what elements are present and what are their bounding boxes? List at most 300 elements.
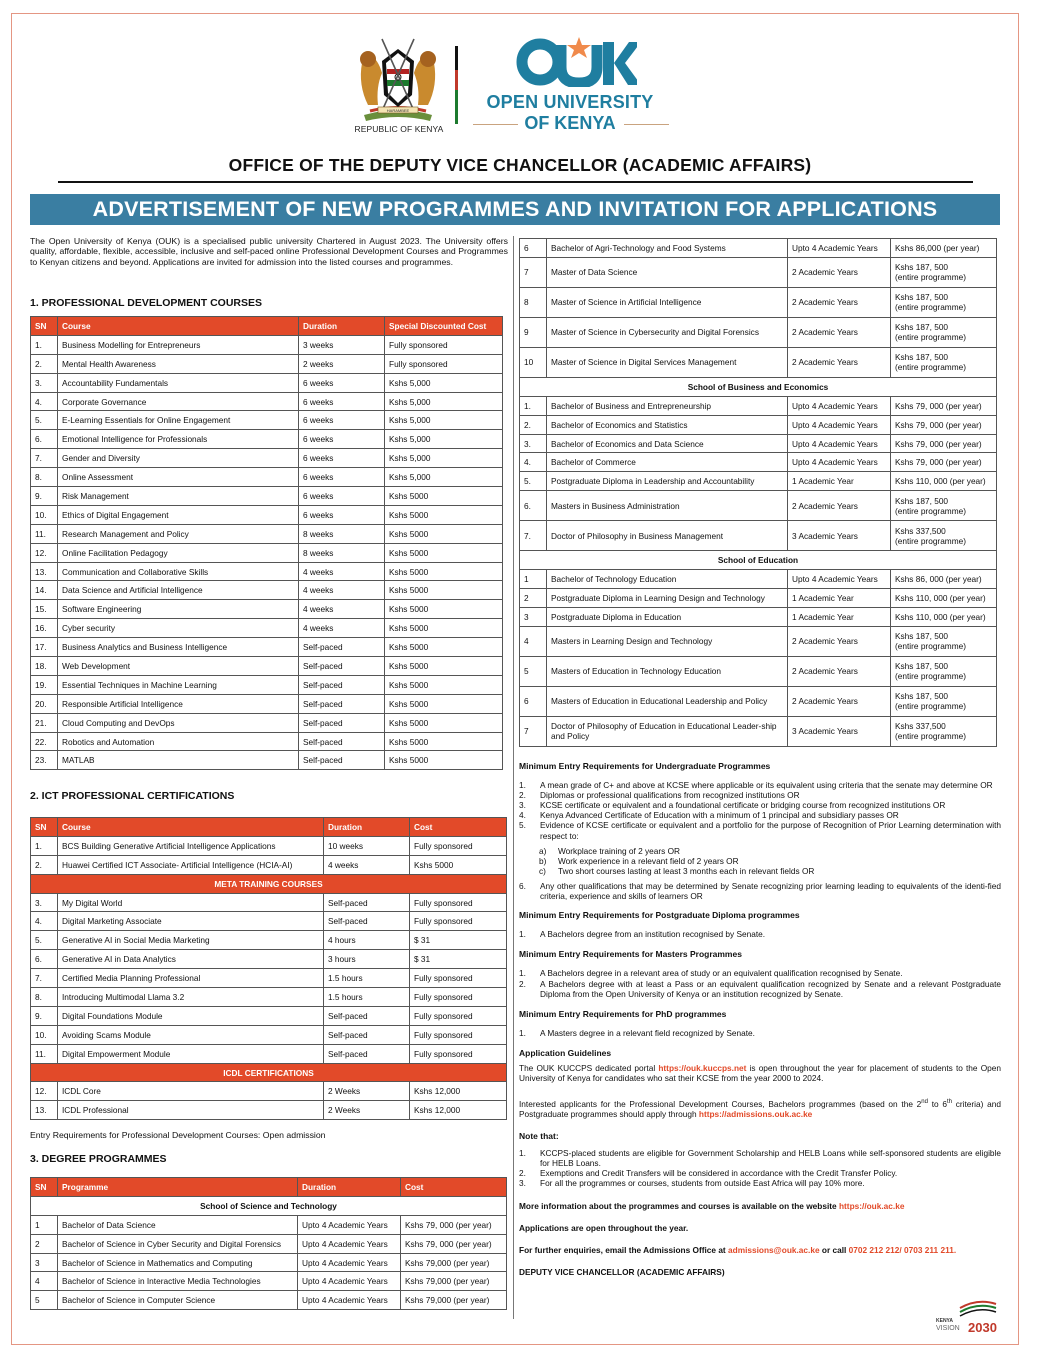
sn-cell: 10.: [31, 1025, 58, 1044]
name-cell: Cyber security: [58, 619, 299, 638]
duration-cell: Self-paced: [299, 638, 385, 657]
sn-cell: 7: [520, 257, 547, 287]
sub-text: Workplace training of 2 years OR: [558, 845, 681, 856]
signoff: DEPUTY VICE CHANCELLOR (ACADEMIC AFFAIRS): [519, 1266, 725, 1277]
name-cell: Digital Foundations Module: [58, 1006, 324, 1025]
sn-cell: 19.: [31, 675, 58, 694]
table-row: [520, 472, 997, 491]
sn-cell: 21.: [31, 713, 58, 732]
sn-cell: 9.: [31, 487, 58, 506]
list-number: 3.: [519, 800, 526, 811]
admissions-link[interactable]: https://admissions.ouk.ac.ke: [698, 1109, 813, 1120]
duration-cell: Self-paced: [324, 893, 410, 912]
sn-cell: 1: [31, 1215, 58, 1234]
duration-cell: Self-paced: [299, 732, 385, 751]
sn-cell: 1.: [31, 335, 58, 354]
list-number: 1.: [519, 1148, 526, 1159]
col-course: Course: [58, 317, 299, 336]
office-title: OFFICE OF THE DEPUTY VICE CHANCELLOR (ACADEMIC AFFAIRS): [228, 155, 812, 175]
sn-cell: 8.: [31, 988, 58, 1007]
cost-cell: Fully sponsored: [385, 354, 503, 373]
ouk-rule-right: [624, 124, 669, 125]
table-row: [520, 347, 997, 377]
ouk-name-line2: OF KENYA: [524, 113, 616, 133]
cost-cell: Kshs 187, 500 (entire programme): [891, 686, 997, 716]
duration-cell: 2 Academic Years: [788, 491, 891, 521]
list-number: 1.: [519, 780, 526, 791]
sn-cell: 5.: [520, 472, 547, 491]
cost-cell: Fully sponsored: [410, 912, 507, 931]
list-item: [519, 929, 1001, 939]
sn-cell: 5: [31, 1291, 58, 1310]
name-cell: Cloud Computing and DevOps: [58, 713, 299, 732]
name-cell: Masters in Learning Design and Technology: [547, 626, 788, 656]
name-cell: Huawei Certified ICT Associate- Artificial Intelligence (HCIA-AI): [58, 855, 324, 874]
kenya-vision-2030-logo-icon: [934, 1296, 1000, 1336]
list-item: [519, 810, 1001, 820]
duration-cell: 3 Academic Years: [788, 716, 891, 746]
open-line: Applications are open throughout the year.: [519, 1222, 689, 1233]
table-row: [520, 716, 997, 746]
duration-cell: 6 weeks: [299, 411, 385, 430]
duration-cell: 1 Academic Year: [788, 607, 891, 626]
name-cell: Business Analytics and Business Intelligence: [58, 638, 299, 657]
table-row: [520, 686, 997, 716]
sn-cell: 18.: [31, 657, 58, 676]
duration-cell: 6 weeks: [299, 392, 385, 411]
cost-cell: Kshs 187, 500 (entire programme): [891, 491, 997, 521]
table-row: [520, 607, 997, 626]
cost-cell: Kshs 86, 000 (per year): [891, 570, 997, 589]
degree-programmes-table-continued: [519, 238, 997, 747]
website-link[interactable]: https://ouk.ac.ke: [838, 1200, 905, 1211]
table-row: [31, 1253, 507, 1272]
sn-cell: 12.: [31, 1082, 58, 1101]
cost-cell: Kshs 5000: [385, 657, 503, 676]
table-row: [31, 855, 507, 874]
table-row: [31, 657, 503, 676]
duration-cell: 3 Academic Years: [788, 521, 891, 551]
sn-cell: 10.: [31, 505, 58, 524]
list-text: A Bachelors degree from an institution recognised by Senate.: [540, 929, 766, 940]
cost-cell: Fully sponsored: [410, 988, 507, 1007]
section3-heading: 3. DEGREE PROGRAMMES: [30, 1153, 167, 1165]
list-number: 3.: [519, 1178, 526, 1189]
duration-cell: 2 Academic Years: [788, 347, 891, 377]
name-cell: Bachelor of Technology Education: [547, 570, 788, 589]
sn-cell: 2.: [520, 415, 547, 434]
sn-cell: 16.: [31, 619, 58, 638]
cost-cell: Kshs 337,500 (entire programme): [891, 521, 997, 551]
guidelines-apply: Interested applicants for the Professional Development Courses, Bachelors programmes (based on the 2nd to 6th criteria) and Postgraduate programmes should apply through https://admissions.ouk.ac.ke: [519, 1098, 1001, 1120]
duration-cell: Upto 4 Academic Years: [298, 1272, 401, 1291]
table-row: [31, 600, 503, 619]
table-row: [31, 950, 507, 969]
name-cell: Online Assessment: [58, 468, 299, 487]
cost-cell: $ 31: [410, 931, 507, 950]
name-cell: Postgraduate Diploma in Leadership and Accountability: [547, 472, 788, 491]
name-cell: Risk Management: [58, 487, 299, 506]
duration-cell: Upto 4 Academic Years: [298, 1253, 401, 1272]
table-row: [31, 713, 503, 732]
sn-cell: 3: [31, 1253, 58, 1272]
cost-cell: Kshs 337,500 (entire programme): [891, 716, 997, 746]
cost-cell: Kshs 187, 500 (entire programme): [891, 656, 997, 686]
duration-cell: Self-paced: [299, 657, 385, 676]
col-duration: Duration: [299, 317, 385, 336]
name-cell: Master of Science in Artificial Intelligence: [547, 287, 788, 317]
name-cell: Data Science and Artificial Intelligence: [58, 581, 299, 600]
table-row: [520, 317, 997, 347]
sn-cell: 5.: [31, 931, 58, 950]
masters-requirements-list: [519, 968, 1001, 998]
section1-heading: 1. PROFESSIONAL DEVELOPMENT COURSES: [30, 297, 263, 309]
list-text: KCSE certificate or equivalent and a foundational certificate or bridging course from recognized institutions OR: [540, 800, 946, 811]
duration-cell: Self-paced: [324, 1044, 410, 1063]
name-cell: Bachelor of Economics and Data Science: [547, 434, 788, 453]
table-row: [31, 1101, 507, 1120]
sn-cell: 14.: [31, 581, 58, 600]
sn-cell: 4.: [31, 392, 58, 411]
duration-cell: 4 weeks: [299, 600, 385, 619]
table-row: [520, 239, 997, 258]
table-row: [31, 912, 507, 931]
sn-cell: 8: [520, 287, 547, 317]
sn-cell: 1.: [31, 836, 58, 855]
ug-heading: Minimum Entry Requirements for Undergraduate Programmes: [519, 761, 771, 771]
duration-cell: 4 weeks: [299, 562, 385, 581]
table-row: [520, 626, 997, 656]
duration-cell: 6 weeks: [299, 468, 385, 487]
cost-cell: Kshs 79, 000 (per year): [891, 396, 997, 415]
professional-courses-table: [30, 316, 503, 770]
divider-green: [455, 90, 458, 124]
sub-letter: c): [539, 865, 546, 876]
name-cell: Business Modelling for Entrepreneurs: [58, 335, 299, 354]
sn-cell: 17.: [31, 638, 58, 657]
duration-cell: 10 weeks: [324, 836, 410, 855]
name-cell: Postgraduate Diploma in Learning Design and Technology: [547, 589, 788, 608]
pgd-requirements-list: [519, 929, 1001, 939]
cost-cell: Kshs 5000: [385, 732, 503, 751]
cost-cell: Kshs 86,000 (per year): [891, 239, 997, 258]
cost-cell: Kshs 79, 000 (per year): [891, 415, 997, 434]
cost-cell: Kshs 5000: [385, 524, 503, 543]
sn-cell: 5: [520, 656, 547, 686]
name-cell: Accountability Fundamentals: [58, 373, 299, 392]
sn-cell: 3.: [31, 373, 58, 392]
cost-cell: Kshs 110, 000 (per year): [891, 472, 997, 491]
name-cell: Master of Data Science: [547, 257, 788, 287]
cost-cell: Fully sponsored: [410, 1044, 507, 1063]
sn-cell: 3.: [520, 434, 547, 453]
coat-label: REPUBLIC OF KENYA: [354, 124, 444, 134]
list-text: Diplomas or professional qualifications from recognized institutions OR: [540, 790, 800, 801]
cost-cell: Kshs 79,000 (per year): [401, 1291, 507, 1310]
sub-item: [519, 846, 1001, 856]
name-cell: Generative AI in Data Analytics: [58, 950, 324, 969]
cost-cell: $ 31: [410, 950, 507, 969]
duration-cell: 4 hours: [324, 931, 410, 950]
name-cell: Mental Health Awareness: [58, 354, 299, 373]
table-row: [31, 1234, 507, 1253]
duration-cell: 4 weeks: [324, 855, 410, 874]
name-cell: Digital Marketing Associate: [58, 912, 324, 931]
cost-cell: Fully sponsored: [410, 1006, 507, 1025]
cost-cell: Kshs 5000: [385, 505, 503, 524]
sn-cell: 4.: [520, 453, 547, 472]
duration-cell: 6 weeks: [299, 449, 385, 468]
list-item: [519, 1028, 1001, 1038]
table-row: [31, 1044, 507, 1063]
table-row: [31, 1006, 507, 1025]
svg-text:HARAMBEE: HARAMBEE: [386, 108, 410, 113]
advert-banner: ADVERTISEMENT OF NEW PROGRAMMES AND INVITATION FOR APPLICATIONS: [30, 194, 1000, 225]
list-text: For all the programmes or courses, students from outside East Africa will pay 10% more.: [540, 1178, 865, 1189]
cost-cell: Kshs 79, 000 (per year): [891, 453, 997, 472]
icdl-band: ICDL CERTIFICATIONS: [31, 1063, 507, 1082]
duration-cell: 2 Weeks: [324, 1082, 410, 1101]
table-row: [31, 1291, 507, 1310]
col-cost: Cost: [410, 818, 507, 837]
list-text: Exemptions and Credit Transfers will be considered in accordance with the Credit Transfer Policy.: [540, 1168, 898, 1179]
sub-letter: a): [539, 845, 547, 856]
name-cell: Gender and Diversity: [58, 449, 299, 468]
list-text: A Masters degree in a relevant field recognized by Senate.: [540, 1027, 755, 1038]
table-row: [520, 570, 997, 589]
duration-cell: 2 Weeks: [324, 1101, 410, 1120]
sn-cell: 15.: [31, 600, 58, 619]
name-cell: MATLAB: [58, 751, 299, 770]
name-cell: My Digital World: [58, 893, 324, 912]
cost-cell: Kshs 5000: [385, 543, 503, 562]
col-cost: Cost: [401, 1178, 507, 1197]
duration-cell: Self-paced: [324, 1006, 410, 1025]
cost-cell: Kshs 5000: [385, 638, 503, 657]
name-cell: Bachelor of Science in Computer Science: [58, 1291, 298, 1310]
name-cell: Masters of Education in Educational Leadership and Policy: [547, 686, 788, 716]
name-cell: Essential Techniques in Machine Learning: [58, 675, 299, 694]
table-row: [31, 487, 503, 506]
enquiries: For further enquiries, email the Admissions Office at admissions@ouk.ac.ke or call 0702 212 212/ 0703 211 211.: [519, 1244, 957, 1255]
duration-cell: Upto 4 Academic Years: [298, 1215, 401, 1234]
sn-cell: 4: [31, 1272, 58, 1291]
table-row: [31, 751, 503, 770]
cost-cell: Kshs 5,000: [385, 430, 503, 449]
sn-cell: 11.: [31, 1044, 58, 1063]
sn-cell: 2.: [31, 354, 58, 373]
sn-cell: 6: [520, 239, 547, 258]
list-text: A Bachelors degree in a relevant area of study or an equivalent qualification recognised by Senate.: [540, 968, 903, 979]
table-row: [31, 638, 503, 657]
duration-cell: 2 Academic Years: [788, 287, 891, 317]
sn-cell: 7: [520, 716, 547, 746]
list-number: 1.: [519, 1027, 526, 1038]
sn-cell: 1: [520, 570, 547, 589]
cost-cell: Kshs 5,000: [385, 468, 503, 487]
cost-cell: Kshs 5,000: [385, 392, 503, 411]
section2-heading: 2. ICT PROFESSIONAL CERTIFICATIONS: [30, 790, 235, 802]
cost-cell: Kshs 187, 500 (entire programme): [891, 626, 997, 656]
list-item: [519, 800, 1001, 810]
table-row: [520, 491, 997, 521]
table-row: [31, 524, 503, 543]
phd-requirements-list: [519, 1028, 1001, 1038]
col-programme: Programme: [58, 1178, 298, 1197]
table-row: [31, 988, 507, 1007]
cost-cell: Kshs 5,000: [385, 449, 503, 468]
sub-text: Work experience in a relevant field of 2 years OR: [558, 855, 739, 866]
duration-cell: 1 Academic Year: [788, 472, 891, 491]
column-divider: [513, 236, 514, 1319]
list-text: A Bachelors degree with at least a Pass or an equivalent qualification recognized by Senate and a relevant Postgraduate Diploma from the Open University of Kenya or an institution recognized by Senate.: [540, 978, 1001, 999]
name-cell: Bachelor of Commerce: [547, 453, 788, 472]
masters-heading: Minimum Entry Requirements for Masters Programmes: [519, 949, 742, 960]
col-cost: Special Discounted Cost: [385, 317, 503, 336]
name-cell: Postgraduate Diploma in Education: [547, 607, 788, 626]
name-cell: Generative AI in Social Media Marketing: [58, 931, 324, 950]
cost-cell: Kshs 79, 000 (per year): [401, 1215, 507, 1234]
col-course: Course: [58, 818, 324, 837]
name-cell: Research Management and Policy: [58, 524, 299, 543]
sn-cell: 9.: [31, 1006, 58, 1025]
name-cell: Robotics and Automation: [58, 732, 299, 751]
ug-requirement-6: [519, 881, 1001, 901]
cost-cell: Kshs 5000: [385, 713, 503, 732]
note-heading: Note that:: [519, 1131, 559, 1142]
list-item: [519, 979, 1001, 999]
table-row: [520, 434, 997, 453]
col-sn: SN: [31, 1178, 58, 1197]
phone-numbers: 0702 212 212/ 0703 211 211.: [848, 1244, 957, 1255]
table-row: [31, 373, 503, 392]
sn-cell: 12.: [31, 543, 58, 562]
col-duration: Duration: [324, 818, 410, 837]
requirements-section: [519, 761, 1001, 1277]
sub-letter: b): [539, 855, 547, 866]
name-cell: Emotional Intelligence for Professionals: [58, 430, 299, 449]
list-text: Kenya Advanced Certificate of Education with a minimum of 1 principal and subsidiary passes OR: [540, 810, 899, 821]
list-item: [519, 1168, 1001, 1178]
cost-cell: Kshs 5000: [385, 751, 503, 770]
name-cell: Masters of Education in Technology Education: [547, 656, 788, 686]
table-row: [31, 969, 507, 988]
notes-list: [519, 1148, 1001, 1188]
duration-cell: 4 weeks: [299, 581, 385, 600]
name-cell: Online Facilitation Pedagogy: [58, 543, 299, 562]
duration-cell: 4 weeks: [299, 619, 385, 638]
list-text: A mean grade of C+ and above at KCSE where applicable or its equivalent using criteria that the senate may determine OR: [540, 780, 993, 791]
school-science-row: [31, 1196, 507, 1215]
duration-cell: 6 weeks: [299, 487, 385, 506]
duration-cell: 2 Academic Years: [788, 626, 891, 656]
table-row: [31, 392, 503, 411]
sn-cell: 3: [520, 607, 547, 626]
table-row: [31, 1215, 507, 1234]
col-sn: SN: [31, 317, 58, 336]
duration-cell: 1 Academic Year: [788, 589, 891, 608]
list-text: KCCPS-placed students are eligible for Government Scholarship and HELB Loans while self-sponsored students are eligible for HELB Loans.: [540, 1148, 1001, 1169]
table-row: [31, 562, 503, 581]
duration-cell: Upto 4 Academic Years: [788, 239, 891, 258]
degree-programmes-table: [30, 1177, 507, 1310]
name-cell: Software Engineering: [58, 600, 299, 619]
divider-red: [455, 70, 458, 90]
table-row: [31, 694, 503, 713]
cost-cell: Kshs 79, 000 (per year): [401, 1234, 507, 1253]
duration-cell: 3 weeks: [299, 335, 385, 354]
sn-cell: 2.: [31, 855, 58, 874]
duration-cell: 3 hours: [324, 950, 410, 969]
cost-cell: Fully sponsored: [410, 836, 507, 855]
sn-cell: 9: [520, 317, 547, 347]
name-cell: Corporate Governance: [58, 392, 299, 411]
school-science: School of Science and Technology: [31, 1196, 507, 1215]
sn-cell: 4: [520, 626, 547, 656]
table-row: [520, 396, 997, 415]
duration-cell: 6 weeks: [299, 505, 385, 524]
sn-cell: 10: [520, 347, 547, 377]
duration-cell: 2 Academic Years: [788, 257, 891, 287]
table-row: [520, 656, 997, 686]
name-cell: Master of Science in Cybersecurity and Digital Forensics: [547, 317, 788, 347]
table-row: [31, 411, 503, 430]
duration-cell: 1.5 hours: [324, 969, 410, 988]
list-item: [519, 820, 1001, 840]
duration-cell: 2 Academic Years: [788, 686, 891, 716]
sn-cell: 11.: [31, 524, 58, 543]
list-item: 6. Any other qualifications that may be determined by Senate recognizing prior learning leading to equivalents of the identi-fied criteria, experience and skills of learners OR: [519, 880, 1001, 902]
cost-cell: Fully sponsored: [410, 969, 507, 988]
cost-cell: Kshs 79,000 (per year): [401, 1253, 507, 1272]
sn-cell: 4.: [31, 912, 58, 931]
table-row: [31, 1025, 507, 1044]
name-cell: Doctor of Philosophy of Education in Educational Leader-ship and Policy: [547, 716, 788, 746]
name-cell: Communication and Collaborative Skills: [58, 562, 299, 581]
cost-cell: Fully sponsored: [410, 1025, 507, 1044]
table-row: [31, 354, 503, 373]
icdl-band-row: [31, 1063, 507, 1082]
duration-cell: 6 weeks: [299, 373, 385, 392]
email-link[interactable]: admissions@ouk.ac.ke: [728, 1244, 820, 1255]
cost-cell: Kshs 110, 000 (per year): [891, 589, 997, 608]
duration-cell: 6 weeks: [299, 430, 385, 449]
ug-sub-list: [519, 846, 1001, 876]
name-cell: Responsible Artificial Intelligence: [58, 694, 299, 713]
table-row: [31, 335, 503, 354]
cost-cell: Kshs 5000: [410, 855, 507, 874]
duration-cell: 2 Academic Years: [788, 656, 891, 686]
name-cell: Bachelor of Economics and Statistics: [547, 415, 788, 434]
kuccps-link[interactable]: https://ouk.kuccps.net: [658, 1062, 747, 1073]
table-row: [31, 430, 503, 449]
list-item: [519, 1178, 1001, 1188]
name-cell: Web Development: [58, 657, 299, 676]
cost-cell: Kshs 79, 000 (per year): [891, 434, 997, 453]
table-row: [520, 589, 997, 608]
col-duration: Duration: [298, 1178, 401, 1197]
sn-cell: 6: [520, 686, 547, 716]
more-info: More information about the programmes and courses is available on the website https://ouk.ac.ke: [519, 1200, 905, 1211]
office-rule: [58, 181, 973, 183]
cost-cell: Kshs 187, 500 (entire programme): [891, 317, 997, 347]
cost-cell: Kshs 5000: [385, 487, 503, 506]
table-row: [31, 893, 507, 912]
school-business: School of Business and Economics: [520, 377, 997, 396]
sn-cell: 8.: [31, 468, 58, 487]
sub-item: [519, 856, 1001, 866]
table-row: [31, 1082, 507, 1101]
